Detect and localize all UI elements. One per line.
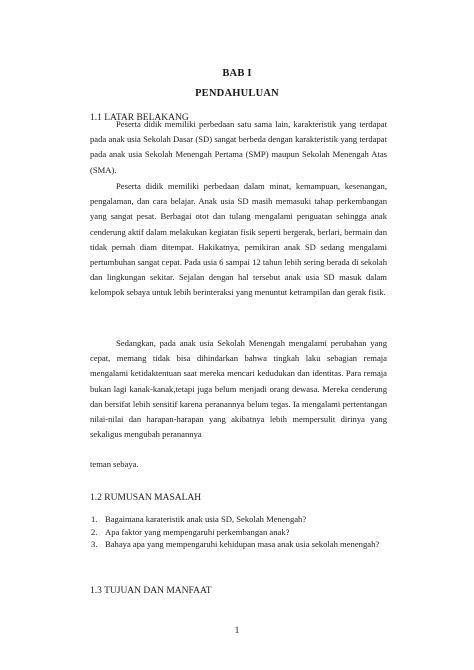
paragraph-3: Sedangkan, pada anak usia Sekolah Menengah mengalami perubahan yang cepat, memang tidak bisa dihindarkan bahwa tingkah laku sebagian remaja mengalami ketidaktentuan saat mereka mencari kedudukan dan identitas. Para remaja bukan lagi kanak-kanak,tetapi juga belum menjadi orang dewasa. Mereka cenderung dan bersifat lebih sensitif karena peranannya belum tegas. Ia mengalami pertentangan nilai-nilai dan harapan-harapan yang akibatnya lebih mempersulit dirinya yang sekaligus mengubah peranannya bbox=[90, 338, 387, 440]
list-item bbox=[90, 526, 387, 539]
section-heading-latar-belakang: 1.1 LATAR BELAKANG bbox=[90, 113, 189, 123]
chapter-title: PENDAHULUAN bbox=[195, 88, 279, 99]
list-item-text: Bahaya apa yang mempengaruhi kehidupan masa anak usia sekolah menengah? bbox=[105, 539, 380, 549]
list-item bbox=[90, 513, 387, 526]
problem-list bbox=[90, 513, 387, 551]
list-item-text: Apa faktor yang mempengaruhi perkembangan anak? bbox=[105, 526, 290, 537]
section-heading-rumusan-masalah: 1.2 RUMUSAN MASALAH bbox=[90, 493, 202, 503]
list-item-number: 2. bbox=[91, 526, 98, 537]
list-item bbox=[90, 538, 387, 551]
section-heading-tujuan-dan-manfaat: 1.3 TUJUAN DAN MANFAAT bbox=[90, 586, 212, 596]
page-number: 1 bbox=[234, 625, 240, 635]
paragraph-1: Peserta didik memiliki perbedaan satu sama lain, karakteristik yang terdapat pada anak usia Sekolah Dasar (SD) sangat berbeda dengan karakteristik yang terdapat pada anak usia Sekolah Menengah Pertama (SMP) maupun Sekolah Menengah Atas (SMA). bbox=[90, 119, 387, 175]
chapter-number: BAB I bbox=[222, 68, 252, 79]
list-item-number: 3. bbox=[91, 539, 98, 549]
paragraph-2: Peserta didik memiliki perbedaan dalam minat, kemampuan, kesenangan, pengalaman, dan cara belajar. Anak usia SD masih memasuki tahap perkembangan yang sangat pesat. Berbagai otot dan tulang mengalami penguatan sehingga anak cenderung aktif dalam melakukan kegiatan fisik seperti bergerak, berlari, bermain dan tidak pernah diam ditempat. Hakikatnya, pemikiran anak SD sedang mengalami pertumbuhan sangat cepat. Pada usia 6 sampai 12 tahun lebih sering berada di sekolah dan lingkungan sekitar. Sejalan dengan hal tersebut anak usia SD masuk dalam kelompok sebaya untuk lebih berinteraksi yang menuntut ketrampilan dan gerak fisik. bbox=[90, 181, 387, 298]
list-item-text: Bagaimana karateristik anak usia SD, Sekolah Menengah? bbox=[105, 514, 307, 524]
list-item-number: 1. bbox=[91, 514, 98, 524]
paragraph-4: teman sebaya. bbox=[90, 459, 139, 469]
